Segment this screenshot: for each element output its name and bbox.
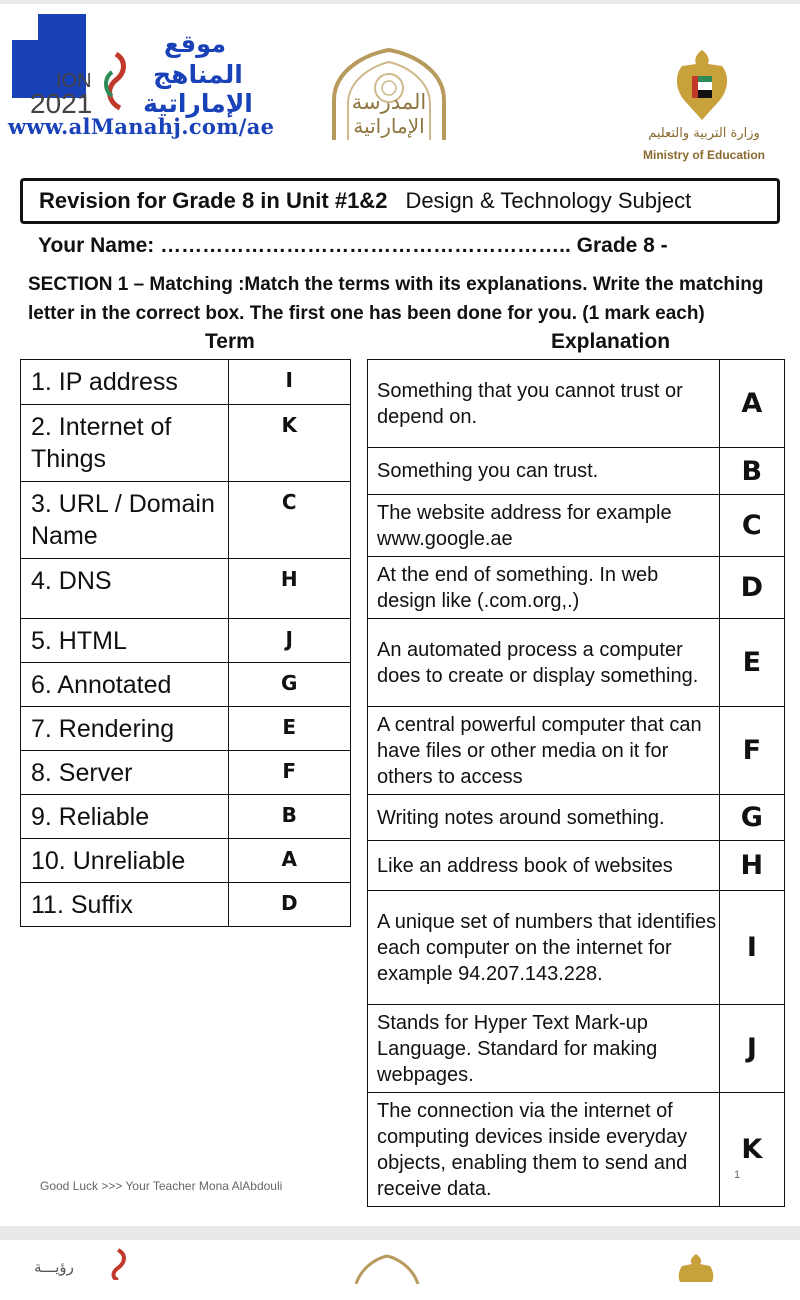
ministry-name-arabic: وزارة التربية والتعليم (648, 126, 760, 141)
term-cell: 9. Reliable (21, 795, 229, 839)
term-cell: 5. HTML (21, 619, 229, 663)
ministry-name-english: Ministry of Education (642, 148, 765, 162)
term-cell: 11. Suffix (21, 883, 229, 927)
term-cell: 4. DNS (21, 559, 229, 619)
answer-box[interactable]: I (228, 360, 351, 405)
vision-word: ION (56, 70, 92, 92)
explanation-column-heading: Explanation (551, 330, 671, 353)
table-row (21, 405, 351, 482)
explanation-letter: F (719, 707, 784, 795)
explanation-letter: D (719, 557, 784, 619)
site-name-arabic-line2: المناهج الإماراتية (143, 60, 253, 118)
explanation-cell: Writing notes around something. (368, 795, 720, 841)
worksheet-title-bold: Revision for Grade 8 in Unit #1&2 (39, 188, 388, 213)
explanation-cell: Something that you cannot trust or depend on. (368, 360, 720, 448)
table-row (21, 751, 351, 795)
explanation-letter: J (719, 1005, 784, 1093)
explanation-letter: G (719, 795, 784, 841)
explanation-letter: I (719, 891, 784, 1005)
explanation-cell: Stands for Hyper Text Mark-up Language. Standard for making webpages. (368, 1005, 720, 1093)
worksheet-page (0, 4, 800, 1226)
answer-box[interactable]: G (228, 663, 351, 707)
table-row (368, 495, 785, 557)
explanation-cell: The website address for example www.google.ae (368, 495, 720, 557)
answer-box[interactable]: J (228, 619, 351, 663)
answer-box[interactable]: H (228, 559, 351, 619)
explanation-letter: C (719, 495, 784, 557)
site-url: www.alManahj.com/ae (8, 114, 275, 139)
table-row (21, 663, 351, 707)
table-row (368, 557, 785, 619)
site-name-arabic-line1: موقع (163, 30, 226, 58)
answer-box[interactable]: B (228, 795, 351, 839)
school-logo-text-line1: المدرسة (351, 90, 427, 114)
explanation-cell: A unique set of numbers that identifies each computer on the internet for example 94.207.143.228. (368, 891, 720, 1005)
explanation-cell: An automated process a computer does to create or display something. (368, 619, 720, 707)
school-logo-text-line2: الإماراتية (353, 114, 425, 138)
table-row (21, 360, 351, 405)
explanation-letter: H (719, 841, 784, 891)
table-row (21, 839, 351, 883)
worksheet-title-box (20, 178, 780, 224)
worksheet-title-subject: Design & Technology Subject (405, 188, 692, 213)
explanation-cell: The connection via the internet of computing devices inside everyday objects, enabling them to send and receive data. (368, 1093, 720, 1207)
explanation-cell: Like an address book of websites (368, 841, 720, 891)
next-page-vision-text: رؤيـــة (34, 1258, 74, 1276)
section-instructions: SECTION 1 – Matching :Match the terms with its explanations. Write the matching letter in the correct box. The first one has been done for you. (1 mark each) (28, 274, 764, 324)
table-row (368, 891, 785, 1005)
table-row (368, 707, 785, 795)
table-row (368, 795, 785, 841)
student-name-line: Your Name: ………………………………………………….. Grade 8 - (38, 234, 668, 257)
next-page-ministry-emblem-icon (676, 1252, 716, 1282)
explanation-cell: Something you can trust. (368, 448, 720, 495)
ministry-falcon-emblem-icon (672, 46, 732, 124)
table-row (21, 559, 351, 619)
term-cell: 7. Rendering (21, 707, 229, 751)
table-row (368, 1005, 785, 1093)
table-row (368, 619, 785, 707)
explanations-table (367, 359, 785, 1207)
table-row (21, 482, 351, 559)
answer-box[interactable]: E (228, 707, 351, 751)
table-row (21, 795, 351, 839)
table-row (368, 360, 785, 448)
table-row (21, 883, 351, 927)
explanation-letter: K (719, 1093, 784, 1207)
term-column-heading: Term (205, 330, 255, 353)
table-row (368, 448, 785, 495)
term-cell: 8. Server (21, 751, 229, 795)
answer-box[interactable]: F (228, 751, 351, 795)
answer-box[interactable]: D (228, 883, 351, 927)
term-cell: 3. URL / Domain Name (21, 482, 229, 559)
explanation-cell: At the end of something. In web design like (.com.org,.) (368, 557, 720, 619)
table-row (21, 619, 351, 663)
table-row (21, 707, 351, 751)
vision-emblem-icon (96, 50, 136, 114)
answer-box[interactable]: K (228, 405, 351, 482)
terms-table (20, 359, 351, 927)
term-cell: 6. Annotated (21, 663, 229, 707)
answer-box[interactable]: A (228, 839, 351, 883)
explanation-letter: A (719, 360, 784, 448)
explanation-letter: B (719, 448, 784, 495)
explanation-cell: A central powerful computer that can have files or other media on it for others to access (368, 707, 720, 795)
page-number: 1 (734, 1169, 741, 1181)
answer-box[interactable]: C (228, 482, 351, 559)
term-cell: 2. Internet of Things (21, 405, 229, 482)
next-page-vision-emblem-icon (104, 1248, 132, 1280)
next-page-preview (0, 1240, 800, 1300)
table-row (368, 841, 785, 891)
term-cell: 10. Unreliable (21, 839, 229, 883)
footer-note: Good Luck >>> Your Teacher Mona AlAbdouli (40, 1179, 283, 1193)
table-row (368, 1093, 785, 1207)
vision-year: 2021 (30, 88, 93, 119)
explanation-letter: E (719, 619, 784, 707)
term-cell: 1. IP address (21, 360, 229, 405)
